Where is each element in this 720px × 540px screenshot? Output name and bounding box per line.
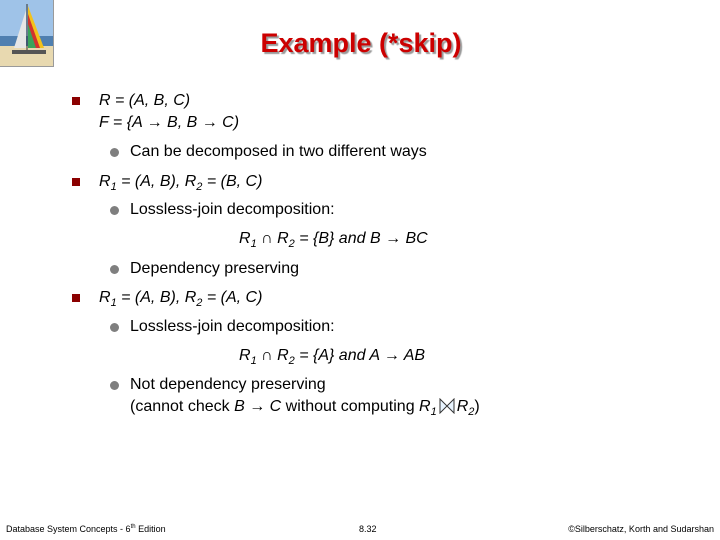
- decomposition-note: Can be decomposed in two different ways: [130, 143, 427, 160]
- lossless-label: Lossless-join decomposition:: [130, 318, 335, 335]
- not-dependency-preserving-label: Not dependency preserving: [130, 376, 326, 393]
- round-bullet-icon: [110, 148, 119, 157]
- round-bullet-icon: [110, 381, 119, 390]
- footer-book-title: Database System Concepts - 6th Edition: [6, 524, 166, 534]
- round-bullet-icon: [110, 323, 119, 332]
- dependency-preserving-label: Dependency preserving: [130, 260, 299, 277]
- slide-title: Example (*skip): [260, 28, 462, 58]
- natural-join-icon: [439, 398, 455, 414]
- lossless-label: Lossless-join decomposition:: [130, 201, 335, 218]
- round-bullet-icon: [110, 206, 119, 215]
- round-bullet-icon: [110, 265, 119, 274]
- square-bullet-icon: [72, 97, 80, 105]
- square-bullet-icon: [72, 178, 80, 186]
- decomposition-1: $R_1 = (A$, B), $R_2 = (B$, C): [99, 173, 263, 193]
- fd-set: F = {A → B, B → C): [99, 114, 240, 131]
- lossless-formula: $R_1$ ∩ $R_2 = \{A\}$ and A → AB: [239, 347, 426, 367]
- lossless-formula: $R_1$ ∩ $R_2 = \{B\}$ and B → BC: [239, 230, 428, 250]
- footer-page-number: 8.32: [359, 524, 377, 534]
- footer-copyright: ©Silberschatz, Korth and Sudarshan: [568, 524, 714, 534]
- decomposition-2: $R_1 = (A$, B), $R_2 = (A$, C): [99, 289, 263, 309]
- relation-def: R = (A, B, C): [99, 92, 191, 109]
- cannot-check-note: (cannot check B → C without computing $R_1$ $R_2$): [130, 398, 480, 418]
- square-bullet-icon: [72, 294, 80, 302]
